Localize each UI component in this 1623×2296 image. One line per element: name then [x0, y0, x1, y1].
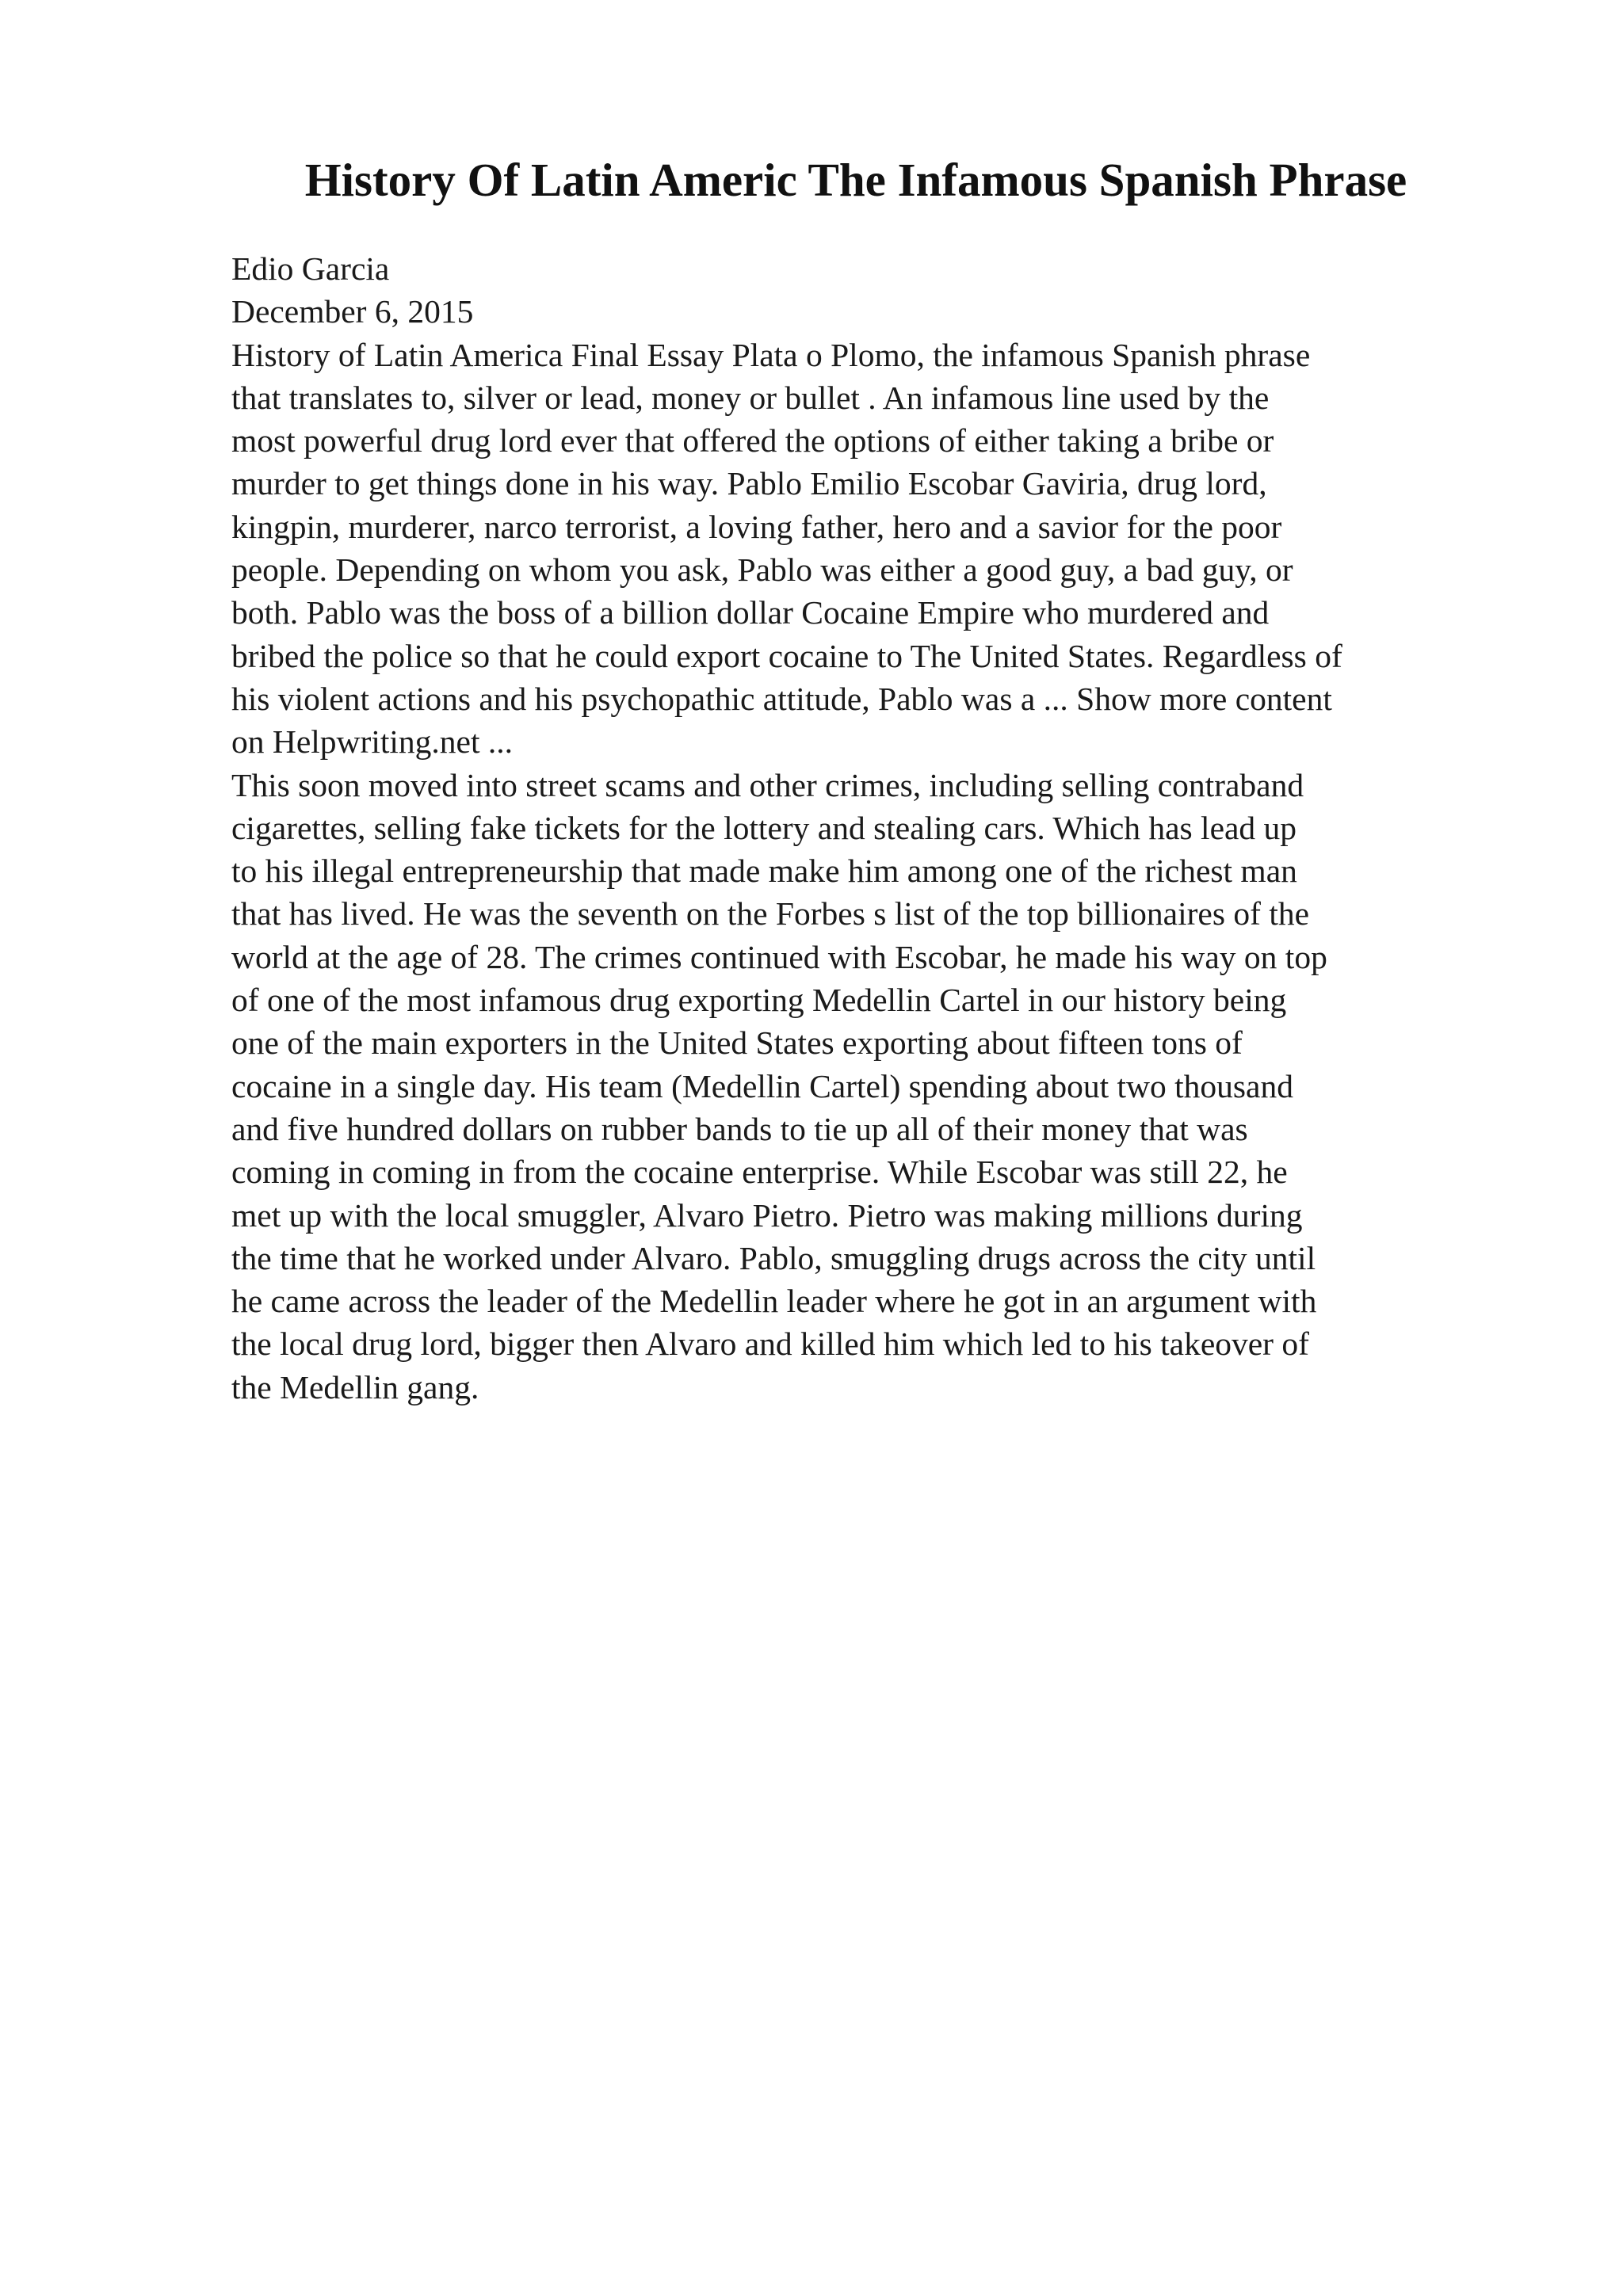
- paragraph-line: History of Latin America Final Essay Plata o Plomo, the infamous Spanish phrase: [231, 336, 1311, 373]
- paragraph-1: [231, 334, 1499, 764]
- paragraph-line: and five hundred dollars on rubber bands to tie up all of their money that was: [231, 1110, 1248, 1147]
- paragraph-line: people. Depending on whom you ask, Pablo was either a good guy, a bad guy, or: [231, 551, 1293, 589]
- paragraph-line: to his illegal entrepreneurship that made make him among one of the richest man: [231, 852, 1297, 890]
- paragraph-2: [231, 764, 1499, 1409]
- paragraph-line: the time that he worked under Alvaro. Pablo, smuggling drugs across the city until: [231, 1239, 1316, 1276]
- paragraph-line: cocaine in a single day. His team (Medellin Cartel) spending about two thousand: [231, 1067, 1293, 1104]
- paragraph-line: murder to get things done in his way. Pablo Emilio Escobar Gaviria, drug lord,: [231, 465, 1267, 502]
- paragraph-line: the local drug lord, bigger then Alvaro and killed him which led to his takeover of: [231, 1325, 1309, 1363]
- paragraph-line: that has lived. He was the seventh on the Forbes s list of the top billionaires of the: [231, 895, 1310, 933]
- paragraph-line: both. Pablo was the boss of a billion dollar Cocaine Empire who murdered and: [231, 594, 1270, 631]
- paragraph-line: that translates to, silver or lead, money or bullet . An infamous line used by the: [231, 379, 1270, 416]
- document-title: History Of Latin Americ The Infamous Spanish Phrase: [304, 154, 1407, 206]
- author-name: Edio Garcia: [231, 250, 390, 287]
- paragraph-line: his violent actions and his psychopathic attitude, Pablo was a ... Show more content: [231, 680, 1332, 717]
- paragraph-line: world at the age of 28. The crimes continued with Escobar, he made his way on top: [231, 938, 1327, 975]
- paragraph-line: This soon moved into street scams and other crimes, including selling contraband: [231, 766, 1304, 803]
- paragraph-line: met up with the local smuggler, Alvaro Pietro. Pietro was making millions during: [231, 1196, 1303, 1234]
- paragraph-line: the Medellin gang.: [231, 1368, 479, 1405]
- paragraph-line: of one of the most infamous drug exporting Medellin Cartel in our history being: [231, 982, 1287, 1019]
- paragraph-line: bribed the police so that he could export cocaine to The United States. Regardless of: [231, 637, 1342, 674]
- paragraph-line: he came across the leader of the Medellin leader where he got in an argument with: [231, 1283, 1317, 1320]
- paragraph-line: one of the main exporters in the United States exporting about fifteen tons of: [231, 1024, 1243, 1062]
- paragraph-line: most powerful drug lord ever that offered the options of either taking a bribe or: [231, 422, 1274, 460]
- paragraph-line: on Helpwriting.net ...: [231, 723, 513, 761]
- document-date: December 6, 2015: [231, 293, 474, 330]
- paragraph-line: kingpin, murderer, narco terrorist, a loving father, hero and a savior for the poor: [231, 508, 1282, 545]
- paragraph-line: cigarettes, selling fake tickets for the lottery and stealing cars. Which has lead up: [231, 809, 1297, 846]
- paragraph-line: coming in coming in from the cocaine enterprise. While Escobar was still 22, he: [231, 1154, 1288, 1191]
- document-body: [231, 247, 1499, 1409]
